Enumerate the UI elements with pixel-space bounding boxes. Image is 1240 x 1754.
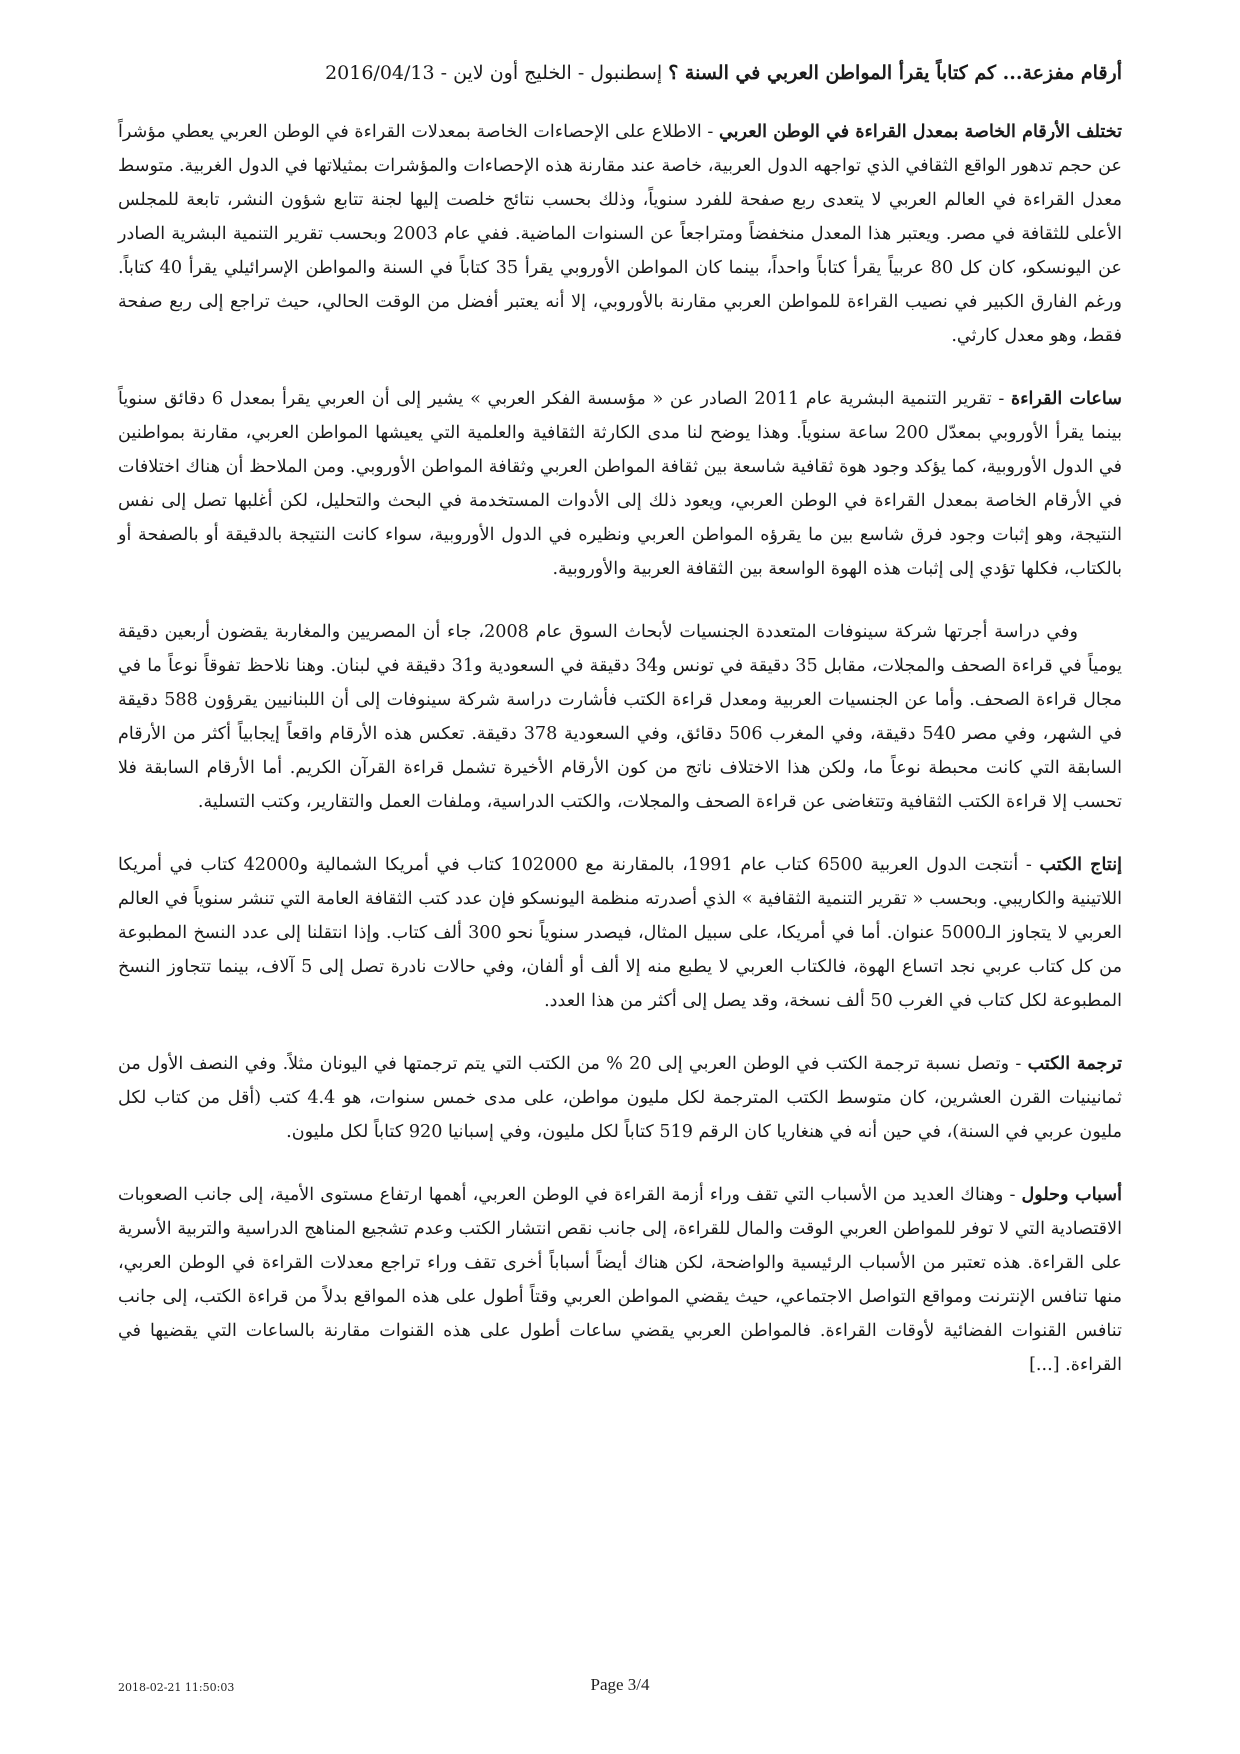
paragraph-text: - الاطلاع على الإحصاءات الخاصة بمعدلات القراءة في الوطن العربي يعطي مؤشراً عن حجم تدهور الواقع الثقافي الذي تواجهه الدول العربية، خاصة عند مقارنة هذه الإحصاءات والمؤشرات بمثيلاتها في الدول الغربية. متوسط معدل القراءة في العالم العربي لا يتعدى ربع صفحة للفرد سنوياً، وذلك بحسب نتائج خلصت إليها لجنة تتابع شؤون النشر، تابعة للمجلس الأعلى للثقافة في مصر. ويعتبر هذا المعدل منخفضاً ومتراجعاً عن السنوات الماضية. ففي عام 2003 وبحسب تقرير التنمية البشرية الصادر عن اليونسكو، كان كل 80 عربياً يقرأ كتاباً واحداً، بينما كان المواطن الأوروبي يقرأ 35 كتاباً في السنة والمواطن الإسرائيلي يقرأ 40 كتاباً. ورغم الفارق الكبير في نصيب القراءة للمواطن العربي مقارنة بالأوروبي، إلا أنه يعتبر أفضل من الوقت الحالي، حيث تراجع إلى ربع صفحة فقط، وهو معدل كارثي. [118, 122, 1123, 346]
footer-page-number: Page 3/4 [590, 1675, 650, 1694]
paragraph-text: - وتصل نسبة ترجمة الكتب في الوطن العربي إلى 20 % من الكتب التي يتم ترجمتها في اليونان مثلاً. وفي النصف الأول من ثمانينيات القرن العشرين، كان متوسط الكتب المترجمة لكل مليون مواطن، على مدى خمس سنوات، هو 4.4 كتب (أقل من كتاب لكل مليون عربي في السنة)، في حين أنه في هنغاريا كان الرقم 519 كتاباً لكل مليون، وفي إسبانيا 920 كتاباً لكل مليون. [118, 1054, 1122, 1142]
paragraph-text: - تقرير التنمية البشرية عام 2011 الصادر عن « مؤسسة الفكر العربي » يشير إلى أن العربي يقرأ بمعدل 6 دقائق سنوياً بينما يقرأ الأوروبي بمعدّل 200 ساعة سنوياً. وهذا يوضح لنا مدى الكارثة الثقافية والعلمية التي يعيشها المواطن العربي، مقارنة بمواطنين في الدول الأوروبية، كما يؤكد وجود هوة ثقافية شاسعة بين ثقافة المواطن العربي وثقافة المواطن الأوروبي. ومن الملاحظ أن هناك اختلافات في الأرقام الخاصة بمعدل القراءة في الوطن العربي، ويعود ذلك إلى الأدوات المستخدمة في البحث والتحليل، لكن أغلبها تصل إلى نفس النتيجة، وهو إثبات وجود فرق شاسع بين ما يقرؤه المواطن العربي ونظيره في الدول الأوروبية، سواء كانت النتيجة بالدقيقة أو بالصفحة أو بالكتاب، فكلها تؤدي إلى إثبات هذه الهوة الواسعة بين الثقافة العربية والأوروبية. [118, 389, 1122, 579]
paragraph-book-translation [118, 1047, 1122, 1149]
paragraph-text: وفي دراسة أجرتها شركة سينوفات المتعددة الجنسيات لأبحاث السوق عام 2008، جاء أن المصريين والمغاربة يقضون أربعين دقيقة يومياً في قراءة الصحف والمجلات، مقابل 35 دقيقة في تونس و34 دقيقة في السعودية و31 دقيقة في لبنان. وهنا نلاحظ تفوقاً نوعاً ما في مجال قراءة الصحف. وأما عن الجنسيات العربية ومعدل قراءة الكتب فأشارت دراسة شركة سينوفات إلى أن اللبنانيين يقرؤون 588 دقيقة في الشهر، وفي مصر 540 دقيقة، وفي المغرب 506 دقائق، وفي السعودية 378 دقيقة. تعكس هذه الأرقام واقعاً إيجابياً أكثر من الأرقام السابقة التي كانت محبطة نوعاً ما، ولكن هذا الاختلاف ناتج من كون الأرقام الأخيرة تشمل قراءة القرآن الكريم. أما الأرقام السابقة فلا تحسب إلا قراءة الكتب الثقافية وتتغاضى عن قراءة الصحف والمجلات، والكتب الدراسية، وملفات العمل والتقارير، وكتب التسلية. [118, 622, 1123, 812]
paragraph-text: - وهناك العديد من الأسباب التي تقف وراء أزمة القراءة في الوطن العربي، أهمها ارتفاع مستوى الأمية، إلى جانب الصعوبات الاقتصادية التي لا توفر للمواطن العربي الوقت والمال للقراءة، إلى جانب نقص انتشار الكتب وعدم تشجيع المناهج الدراسية والتربية الأسرية على القراءة. هذه تعتبر من الأسباب الرئيسية والواضحة، لكن هناك أيضاً أسباباً أخرى تقف وراء تراجع معدلات القراءة في الوطن العربي، منها تنافس الإنترنت ومواقع التواصل الاجتماعي، حيث يقضي المواطن العربي وقتاً أطول على هذه المواقع بدلاً من قراءة الكتب، إلى جانب تنافس القنوات الفضائية لأوقات القراءة. فالمواطن العربي يقضي ساعات أطول على هذه القنوات مقارنة بالساعات التي يقضيها في القراءة. [...] [118, 1185, 1122, 1375]
paragraph-causes-solutions [118, 1178, 1122, 1382]
paragraph-heading: تختلف الأرقام الخاصة بمعدل القراءة في الوطن العربي [719, 121, 1122, 142]
footer-timestamp: 2018-02-21 11:50:03 [118, 1681, 235, 1694]
article-body [118, 115, 1122, 1411]
article-source: إسطنبول - الخليج أون لاين - 2016/04/13 [325, 62, 663, 84]
paragraph-heading: ساعات القراءة [1011, 388, 1122, 409]
paragraph-reading-hours [118, 382, 1122, 586]
paragraph-heading: ترجمة الكتب [1027, 1053, 1122, 1074]
article-header [118, 58, 1122, 88]
paragraph-synovate-study [118, 615, 1122, 819]
paragraph-book-production [118, 848, 1122, 1018]
article-title: أرقام مفزعة... كم كتاباً يقرأ المواطن العربي في السنة ؟ [668, 62, 1122, 84]
paragraph-heading: إنتاج الكتب [1039, 854, 1122, 875]
paragraph-text: - أنتجت الدول العربية 6500 كتاب عام 1991، بالمقارنة مع 102000 كتاب في أمريكا الشمالية و42000 كتاب في أمريكا اللاتينية والكاريبي. وبحسب « تقرير التنمية الثقافية » الذي أصدرته منظمة اليونسكو فإن عدد كتب الثقافة العامة التي تنشر سنوياً في العالم العربي لا يتجاوز الـ5000 عنوان. أما في أمريكا، على سبيل المثال، فيصدر سنوياً نحو 300 ألف كتاب. وإذا انتقلنا إلى عدد النسخ المطبوعة من كل كتاب عربي نجد اتساع الهوة، فالكتاب العربي لا يطبع منه إلا ألف أو ألفان، وفي حالات نادرة تصل إلى 5 آلاف، بينما تتجاوز النسخ المطبوعة لكل كتاب في الغرب 50 ألف نسخة، وقد يصل إلى أكثر من هذا العدد. [118, 855, 1122, 1011]
paragraph-reading-rates [118, 115, 1122, 353]
paragraph-heading: أسباب وحلول [1021, 1184, 1122, 1205]
